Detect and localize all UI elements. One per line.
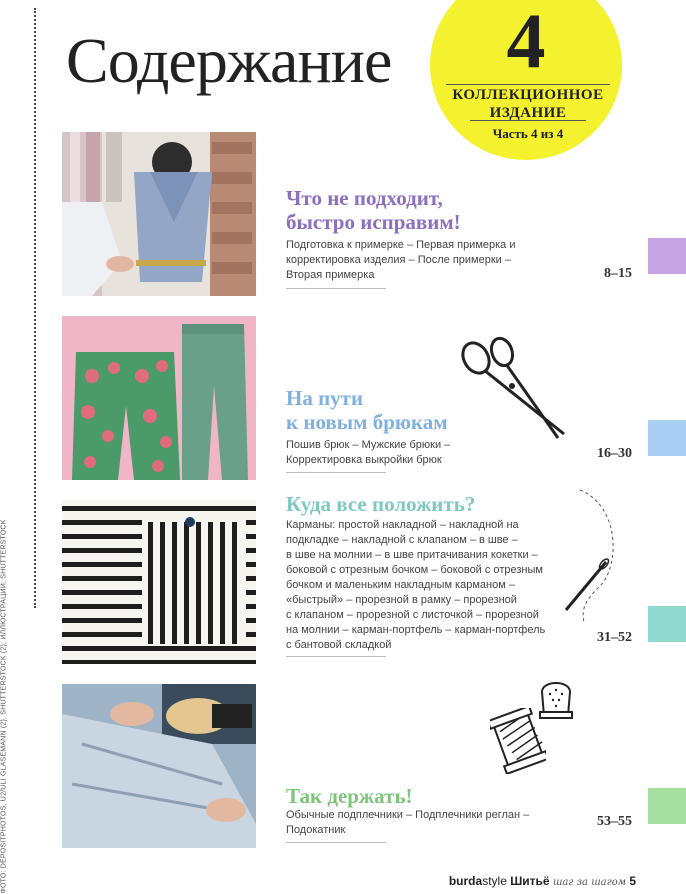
section-tab [648, 420, 686, 456]
section-title: Так держать! [286, 784, 413, 808]
dotted-border [34, 8, 36, 608]
section-tab [648, 606, 686, 642]
page-number: 5 [629, 874, 636, 888]
section-description: Обычные подплечники – Подплечники реглан – Подокатник [286, 809, 530, 836]
thread-spool-icon [490, 708, 546, 774]
page-range[interactable]: 53–55 [597, 814, 632, 829]
section-title: На пути к новым брюкам [286, 386, 448, 434]
edition-part: Часть 4 из 4 [492, 126, 564, 141]
section-description: Карманы: простой накладной – накладной на подкладке – накладной с клапаном – в шве – в шве на молнии – в шве притачивания кокетки – боковой с отрезным бочком – боковой с отрезным бочком и маленьким накладным карманом – «быстрый» – прорезной в рамку – прорезной с клапаном – прорезной с листочкой – прорезной на молнии – карман-портфель – карман-портфель с бантовой складкой [286, 519, 546, 651]
section-tab [648, 788, 686, 824]
section-divider [286, 472, 386, 473]
section-divider [286, 288, 386, 289]
badge-divider [470, 120, 586, 121]
trousers-photo [62, 316, 256, 480]
page-range[interactable]: 16–30 [597, 446, 632, 461]
page-title: Содержание [66, 25, 392, 96]
photo-credit: ФОТО: DEPOSITPHOTOS, U2/ULI GLASEMANN (2), SHUTTERSTOCK (2); ИЛЛЮСТРАЦИИ: SHUTTERSTOCK [0, 519, 8, 894]
section-title: Что не подходит, быстро исправим! [286, 186, 461, 234]
section-title: Куда все положить? [286, 492, 476, 516]
page-range[interactable]: 31–52 [597, 630, 632, 645]
magazine-footer: burdastyle Шитьё шаг за шагом [448, 874, 626, 888]
pocket-photo [62, 500, 256, 664]
fitting-photo [62, 132, 256, 296]
scissors-icon [454, 334, 574, 444]
edition-number: 4 [506, 0, 546, 84]
page-range[interactable]: 8–15 [604, 266, 632, 281]
section-description: Пошив брюк – Мужские брюки – Корректировка выкройки брюк [286, 439, 451, 466]
edition-label: КОЛЛЕКЦИОННОЕ ИЗДАНИЕ [452, 87, 604, 121]
section-divider [286, 842, 386, 843]
shoulder-pad-photo [62, 684, 256, 848]
section-divider [286, 656, 386, 657]
badge-divider [446, 84, 610, 85]
section-tab [648, 238, 686, 274]
needle-thread-icon [560, 486, 630, 626]
section-description: Подготовка к примерке – Первая примерка и корректировка изделия – После примерки – Вторая примерка [286, 239, 516, 281]
